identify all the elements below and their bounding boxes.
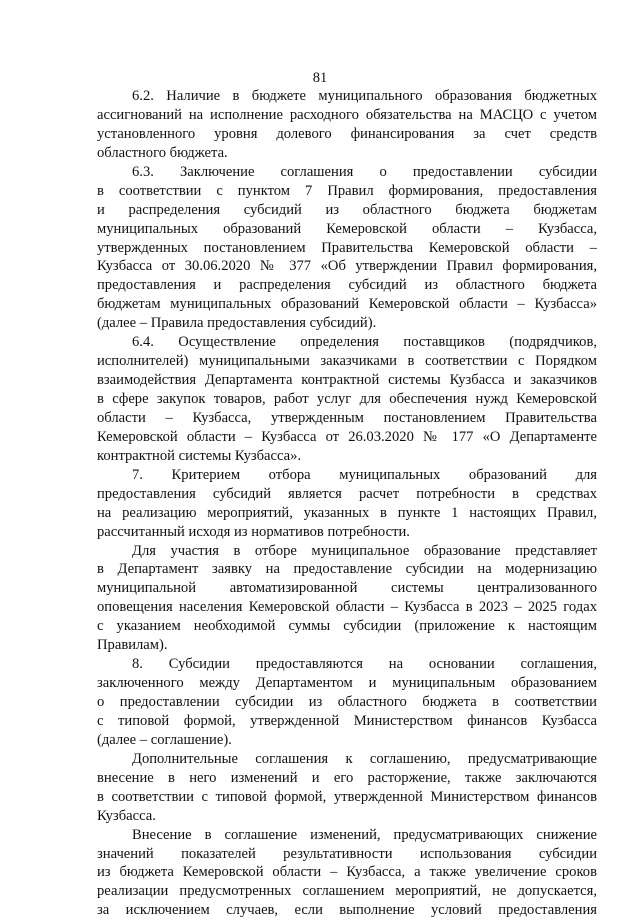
text-line: 7. Критерием отбора муниципальных образований для [132, 466, 597, 483]
text-line: Дополнительные соглашения к соглашению, предусматривающие [132, 750, 597, 767]
text-line: реализации предусмотренных соглашением мероприятий, не допускается, [97, 883, 597, 900]
text-line: предоставления субсидий является расчет потребности в средствах [97, 485, 597, 502]
paragraph [97, 87, 597, 163]
text-line: области – Кузбасса, утвержденным постановлением Правительства [97, 409, 597, 426]
paragraph [97, 163, 597, 333]
text-line: утвержденных постановлением Правительства Кемеровской области – [97, 239, 597, 256]
text-line: муниципальных образований Кемеровской области – Кузбасса, [97, 220, 597, 237]
text-line: о предоставлении субсидии из областного бюджета в соответствии [97, 694, 597, 710]
text-line: Кемеровской области – Кузбасса от 26.03.2020 № 177 «О Департаменте [97, 428, 597, 445]
text-line: 6.2. Наличие в бюджете муниципального образования бюджетных [132, 88, 597, 104]
text-line: с указанием необходимой суммы субсидии (приложение к настоящим [97, 618, 597, 635]
text-line: заключенного между Департаментом и муниципальным образованием [97, 675, 597, 692]
paragraph [97, 750, 597, 826]
text-line: ассигнований на исполнение расходного обязательства на МАСЦО с учетом [97, 106, 597, 123]
paragraph [97, 826, 597, 920]
text-line: с типовой формой, утвержденной Министерством финансов Кузбасса [97, 712, 597, 729]
text-line: в соответствии с типовой формой, утвержденной Министерством финансов [97, 788, 597, 805]
text-line: предоставления и распределения субсидий из областного бюджета [97, 277, 597, 294]
text-line: рассчитанный исходя из нормативов потребности. [97, 523, 410, 540]
text-line: Кузбасса. [97, 807, 156, 824]
text-line: установленного уровня долевого финансирования за счет средств [97, 125, 597, 142]
text-line: 8. Субсидии предоставляются на основании соглашения, [132, 656, 597, 673]
text-line: Внесение в соглашение изменений, предусматривающих снижение [132, 826, 597, 843]
text-line: за исключением случаев, если выполнение условий предоставления [97, 902, 597, 919]
text-line: в соответствии с пунктом 7 Правил формирования, предоставления [97, 182, 597, 199]
text-line: бюджетам муниципальных образований Кемеровской области – Кузбасса» [97, 296, 597, 313]
text-line: Правилам). [97, 637, 168, 654]
paragraph [97, 655, 597, 750]
text-line: контрактной системы Кузбасса». [97, 447, 302, 464]
paragraph [97, 542, 597, 656]
text-line: взаимодействия Департамента контрактной системы Кузбасса и заказчиков [97, 372, 597, 389]
text-line: исполнителей) муниципальными заказчиками в соответствии с Порядком [97, 353, 597, 370]
page-number: 81 [312, 70, 328, 86]
text-line: 6.3. Заключение соглашения о предоставлении субсидии [132, 163, 597, 180]
text-line: Для участия в отборе муниципальное образование представляет [132, 542, 597, 559]
document-body [97, 87, 597, 920]
text-line: оповещения населения Кемеровской области – Кузбасса в 2023 – 2025 годах [97, 599, 597, 616]
text-line: в сфере закупок товаров, работ услуг для обеспечения нужд Кемеровской [97, 391, 597, 407]
text-line: в Департамент заявку на предоставление субсидии на модернизацию [97, 561, 597, 578]
paragraph [97, 466, 597, 542]
text-line: 6.4. Осуществление определения поставщиков (подрядчиков, [132, 334, 597, 351]
text-line: (далее – соглашение). [97, 731, 232, 748]
text-line: (далее – Правила предоставления субсидий). [97, 315, 377, 332]
text-line: внесение в него изменений и его расторжение, также заключаются [97, 769, 597, 786]
text-line: муниципальной автоматизированной системы централизованного [97, 580, 597, 597]
text-line: и распределения субсидий из областного бюджета бюджетам [97, 201, 597, 218]
text-line: Кузбасса от 30.06.2020 № 377 «Об утверждении Правил формирования, [97, 258, 597, 275]
text-line: на реализацию мероприятий, указанных в пункте 1 настоящих Правил, [97, 504, 597, 521]
text-line: значений показателей результативности использования субсидии [97, 845, 597, 862]
paragraph [97, 333, 597, 466]
text-line: областного бюджета. [97, 144, 228, 161]
text-line: из бюджета Кемеровской области – Кузбасса, а также увеличение сроков [97, 864, 597, 881]
